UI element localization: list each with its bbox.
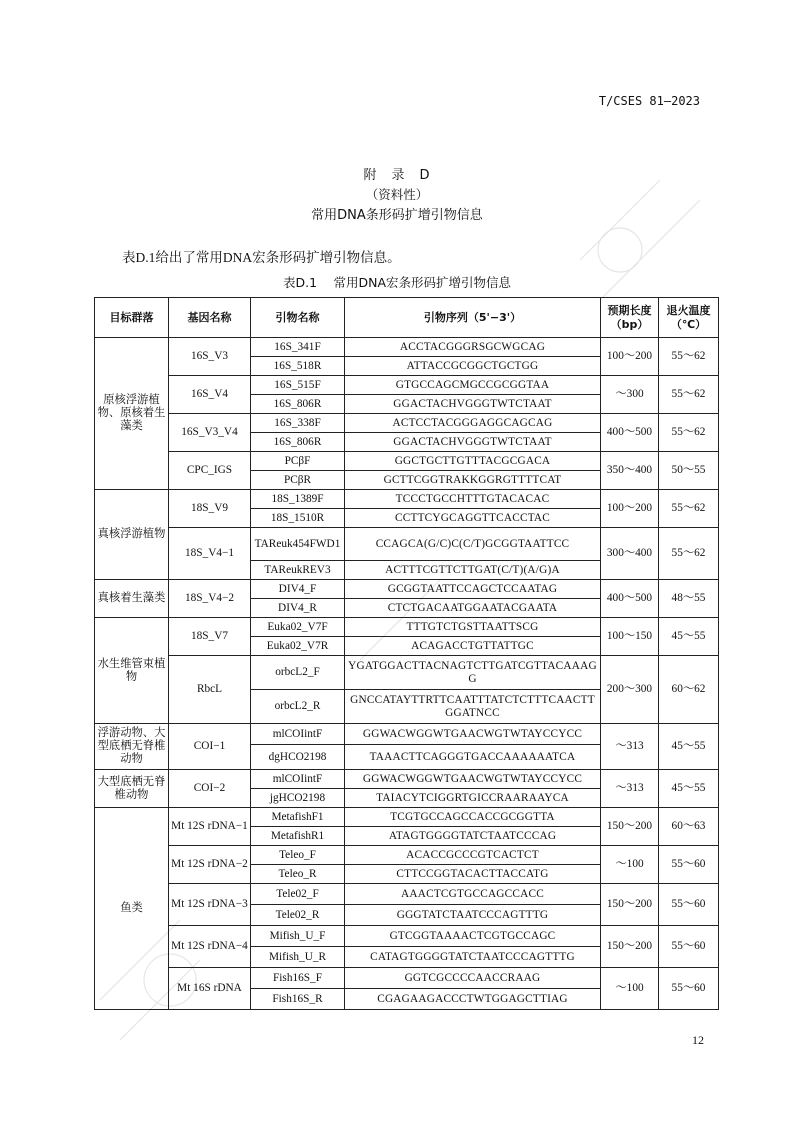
col-header-primer-name: 引物名称 <box>251 298 345 338</box>
annealing-temp-cell: 55～62 <box>659 414 719 452</box>
expected-length-cell: ～313 <box>601 770 659 808</box>
primer-name-cell: 16S_806R <box>251 395 345 414</box>
primer-sequence-cell: CGAGAAGACCCTWTGGAGCTTIAG <box>345 989 601 1010</box>
primer-name-cell: Mifish_U_R <box>251 947 345 968</box>
primer-sequence-cell: GGACTACHVGGGTWTCTAAT <box>345 395 601 414</box>
target-group-cell: 浮游动物、大型底栖无脊椎动物 <box>95 724 169 770</box>
primer-name-cell: 16S_518R <box>251 357 345 376</box>
primer-name-cell: orbcL2_F <box>251 656 345 690</box>
gene-cell: Mt 12S rDNA−4 <box>169 926 251 968</box>
primer-sequence-cell: ACTCCTACGGGAGGCAGCAG <box>345 414 601 433</box>
gene-cell: 18S_V4−2 <box>169 580 251 618</box>
primer-sequence-cell: ACACCGCCCGTCACTCT <box>345 846 601 865</box>
primer-sequence-cell: CCTTCYGCAGGTTCACCTAC <box>345 509 601 528</box>
gene-cell: 16S_V3_V4 <box>169 414 251 452</box>
expected-length-cell: ～313 <box>601 724 659 770</box>
gene-cell: 18S_V4−1 <box>169 528 251 580</box>
gene-cell: CPC_IGS <box>169 452 251 490</box>
expected-length-cell: 150～200 <box>601 884 659 926</box>
document-code: T/CSES 81—2023 <box>598 94 700 108</box>
primer-sequence-cell: CTCTGACAATGGAATACGAATA <box>345 599 601 618</box>
gene-cell: Mt 12S rDNA−1 <box>169 808 251 846</box>
primer-sequence-cell: ATTACCGCGGCTGCTGG <box>345 357 601 376</box>
gene-cell: RbcL <box>169 656 251 724</box>
col-header-target-group: 目标群落 <box>95 298 169 338</box>
gene-cell: Mt 12S rDNA−3 <box>169 884 251 926</box>
expected-length-cell: ～100 <box>601 846 659 884</box>
expected-length-cell: 400～500 <box>601 414 659 452</box>
annealing-temp-cell: 55～62 <box>659 376 719 414</box>
annealing-temp-cell: 48～55 <box>659 580 719 618</box>
expected-length-cell: ～300 <box>601 376 659 414</box>
primer-name-cell: DIV4_F <box>251 580 345 599</box>
primer-sequence-cell: ACTTTCGTTCTTGAT(C/T)(A/G)A <box>345 561 601 580</box>
expected-length-cell: 100～200 <box>601 338 659 376</box>
col-header-expected-length: 预期长度（bp） <box>601 298 659 338</box>
target-group-cell: 水生维管束植物 <box>95 618 169 724</box>
expected-length-cell: 350～400 <box>601 452 659 490</box>
annealing-temp-cell: 60～62 <box>659 656 719 724</box>
primer-sequence-cell: GCGGTAATTCCAGCTCCAATAG <box>345 580 601 599</box>
appendix-title: 附 录 D <box>363 168 431 183</box>
primer-name-cell: Tele02_F <box>251 884 345 905</box>
annealing-temp-cell: 55～60 <box>659 926 719 968</box>
gene-cell: Mt 16S rDNA <box>169 968 251 1010</box>
target-group-cell: 原核浮游植物、原核着生藻类 <box>95 338 169 490</box>
annealing-temp-cell: 45～55 <box>659 618 719 656</box>
primer-name-cell: Fish16S_F <box>251 968 345 989</box>
primer-sequence-cell: GCTTCGGTRAKKGGRGTTTTCAT <box>345 471 601 490</box>
target-group-cell: 大型底栖无脊椎动物 <box>95 770 169 808</box>
gene-cell: Mt 12S rDNA−2 <box>169 846 251 884</box>
page-number: 12 <box>692 1033 704 1047</box>
primer-name-cell: PCβR <box>251 471 345 490</box>
primer-table <box>94 297 719 1010</box>
annealing-temp-cell: 55～62 <box>659 528 719 580</box>
primer-sequence-cell: GTCGGTAAAACTCGTGCCAGC <box>345 926 601 947</box>
primer-sequence-cell: ACAGACCTGTTATTGC <box>345 637 601 656</box>
expected-length-cell: 150～200 <box>601 808 659 846</box>
target-group-cell: 真核着生藻类 <box>95 580 169 618</box>
primer-sequence-cell: TCGTGCCAGCCACCGCGGTTA <box>345 808 601 827</box>
gene-cell: 16S_V4 <box>169 376 251 414</box>
primer-sequence-cell: TAAACTTCAGGGTGACCAAAAAATCA <box>345 745 601 770</box>
expected-length-cell: 150～200 <box>601 926 659 968</box>
primer-name-cell: TAReukREV3 <box>251 561 345 580</box>
primer-name-cell: 16S_338F <box>251 414 345 433</box>
annealing-temp-cell: 60～63 <box>659 808 719 846</box>
primer-name-cell: Euka02_V7F <box>251 618 345 637</box>
primer-name-cell: 16S_806R <box>251 433 345 452</box>
primer-sequence-cell: GGCTGCTTGTTTACGCGACA <box>345 452 601 471</box>
primer-sequence-cell: GGACTACHVGGGTWTCTAAT <box>345 433 601 452</box>
primer-sequence-cell: GGTCGCCCCAACCRAAG <box>345 968 601 989</box>
primer-sequence-cell: ATAGTGGGGTATCTAATCCCAG <box>345 827 601 846</box>
primer-sequence-cell: CATAGTGGGGTATCTAATCCCAGTTTG <box>345 947 601 968</box>
primer-name-cell: TAReuk454FWD1 <box>251 528 345 561</box>
annealing-temp-cell: 55～60 <box>659 846 719 884</box>
primer-name-cell: 18S_1389F <box>251 490 345 509</box>
primer-sequence-cell: CCAGCA(G/C)C(C/T)GCGGTAATTCC <box>345 528 601 561</box>
col-header-annealing-temp: 退火温度（℃） <box>659 298 719 338</box>
primer-sequence-cell: YGATGGACTTACNAGTCTTGATCGTTACAAAGG <box>345 656 601 690</box>
gene-cell: COI−1 <box>169 724 251 770</box>
intro-paragraph: 表D.1给出了常用DNA宏条形码扩增引物信息。 <box>122 250 401 265</box>
target-group-cell: 真核浮游植物 <box>95 490 169 580</box>
expected-length-cell: ～100 <box>601 968 659 1010</box>
target-group-cell: 鱼类 <box>95 808 169 1010</box>
primer-name-cell: dgHCO2198 <box>251 745 345 770</box>
primer-name-cell: PCβF <box>251 452 345 471</box>
annealing-temp-cell: 45～55 <box>659 724 719 770</box>
primer-sequence-cell: GGWACWGGWTGAACWGTWTAYCCYCC <box>345 770 601 789</box>
primer-sequence-cell: GTGCCAGCMGCCGCGGTAA <box>345 376 601 395</box>
primer-name-cell: mlCOIintF <box>251 724 345 745</box>
gene-cell: 18S_V9 <box>169 490 251 528</box>
annealing-temp-cell: 55～62 <box>659 338 719 376</box>
primer-name-cell: MetafishF1 <box>251 808 345 827</box>
annealing-temp-cell: 55～60 <box>659 968 719 1010</box>
primer-name-cell: Fish16S_R <box>251 989 345 1010</box>
primer-sequence-cell: AAACTCGTGCCAGCCACC <box>345 884 601 905</box>
expected-length-cell: 400～500 <box>601 580 659 618</box>
primer-sequence-cell: TAIACYTCIGGRTGICCRAARAAYCA <box>345 789 601 808</box>
primer-name-cell: 16S_515F <box>251 376 345 395</box>
annealing-temp-cell: 50～55 <box>659 452 719 490</box>
primer-name-cell: Mifish_U_F <box>251 926 345 947</box>
expected-length-cell: 200～300 <box>601 656 659 724</box>
col-header-gene-name: 基因名称 <box>169 298 251 338</box>
primer-sequence-cell: GGGTATCTAATCCCAGTTTG <box>345 905 601 926</box>
primer-name-cell: Teleo_F <box>251 846 345 865</box>
annealing-temp-cell: 55～60 <box>659 884 719 926</box>
primer-name-cell: Euka02_V7R <box>251 637 345 656</box>
appendix-subject: 常用DNA条形码扩增引物信息 <box>311 208 483 223</box>
expected-length-cell: 100～150 <box>601 618 659 656</box>
annealing-temp-cell: 45～55 <box>659 770 719 808</box>
table-caption: 表D.1 常用DNA宏条形码扩增引物信息 <box>282 275 512 290</box>
gene-cell: COI−2 <box>169 770 251 808</box>
primer-sequence-cell: GGWACWGGWTGAACWGTWTAYCCYCC <box>345 724 601 745</box>
appendix-nature: （资料性） <box>365 187 429 202</box>
expected-length-cell: 300～400 <box>601 528 659 580</box>
primer-name-cell: 18S_1510R <box>251 509 345 528</box>
primer-name-cell: mlCOIintF <box>251 770 345 789</box>
primer-sequence-cell: TCCCTGCCHTTTGTACACAC <box>345 490 601 509</box>
primer-name-cell: orbcL2_R <box>251 690 345 724</box>
primer-name-cell: MetafishR1 <box>251 827 345 846</box>
primer-name-cell: DIV4_R <box>251 599 345 618</box>
primer-sequence-cell: GNCCATAYTTRTTCAATTTATCTCTTTCAACTTGGATNCC <box>345 690 601 724</box>
primer-name-cell: Teleo_R <box>251 865 345 884</box>
annealing-temp-cell: 55～62 <box>659 490 719 528</box>
primer-name-cell: 16S_341F <box>251 338 345 357</box>
gene-cell: 18S_V7 <box>169 618 251 656</box>
expected-length-cell: 100～200 <box>601 490 659 528</box>
gene-cell: 16S_V3 <box>169 338 251 376</box>
primer-sequence-cell: CTTCCGGTACACTTACCATG <box>345 865 601 884</box>
col-header-primer-sequence: 引物序列（5'−3'） <box>345 298 601 338</box>
primer-name-cell: jgHCO2198 <box>251 789 345 808</box>
primer-sequence-cell: ACCTACGGGRSGCWGCAG <box>345 338 601 357</box>
primer-name-cell: Tele02_R <box>251 905 345 926</box>
primer-sequence-cell: TTTGTCTGSTTAATTSCG <box>345 618 601 637</box>
